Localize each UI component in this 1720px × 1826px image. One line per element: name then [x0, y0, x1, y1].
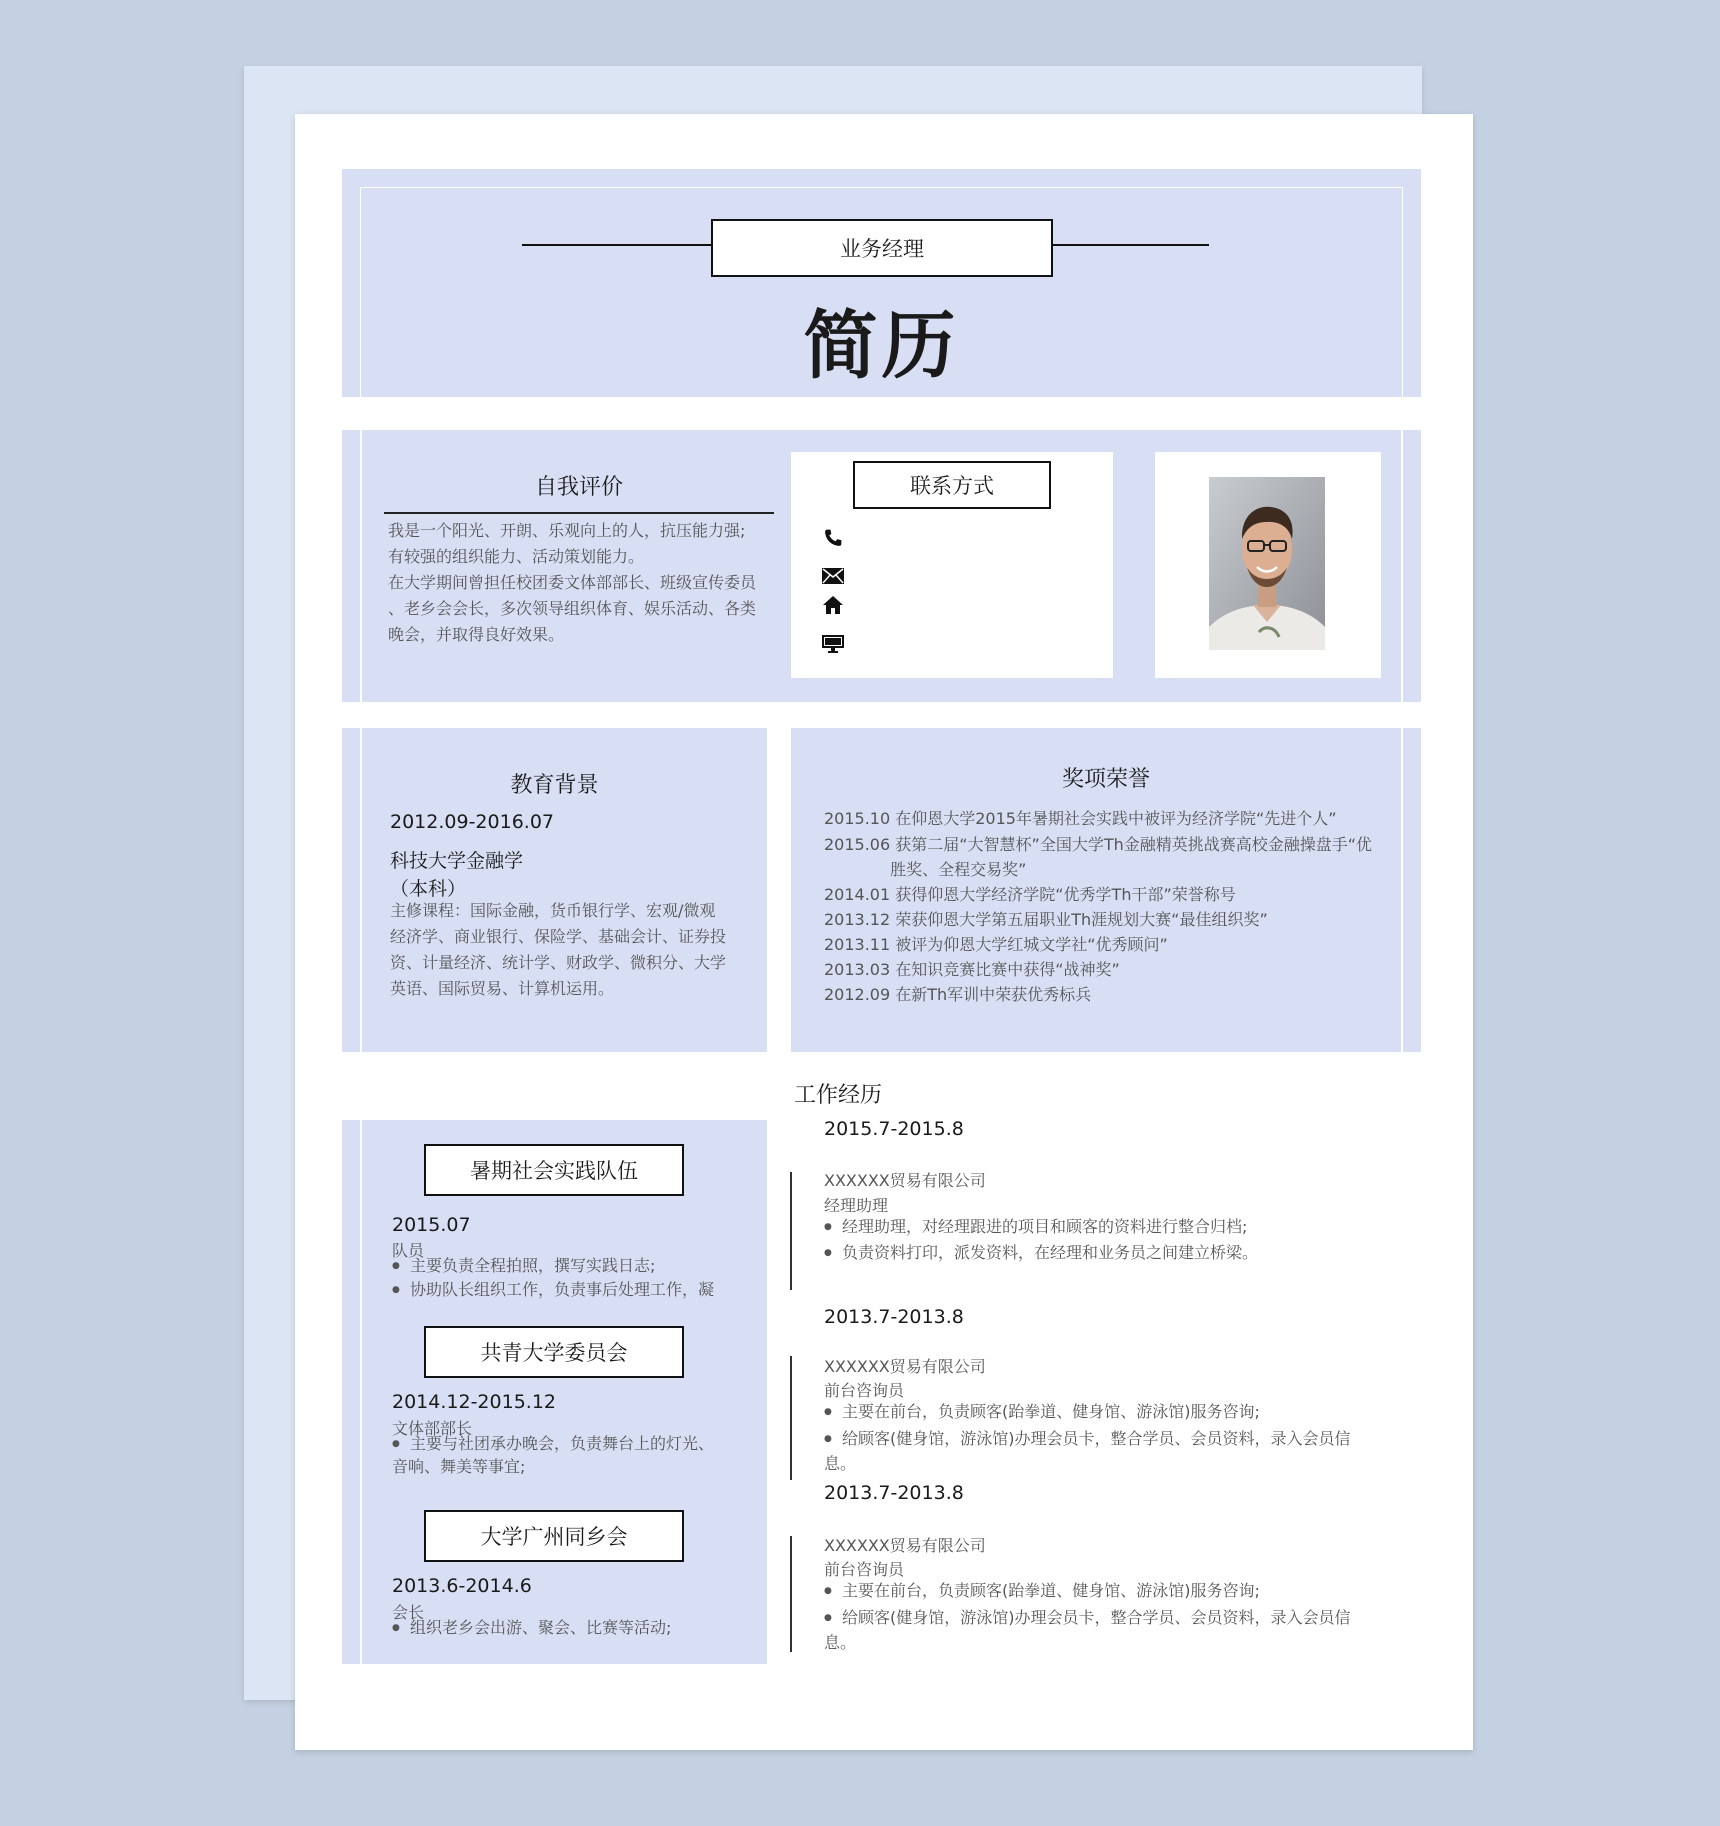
contact-card: [791, 452, 1113, 678]
award-item: 2013.12 荣获仰恩大学第五届职业Th涯规划大赛“最佳组织奖”: [824, 910, 1268, 929]
org-bullet: [392, 1256, 655, 1276]
contact-title: 联系方式: [910, 474, 994, 498]
work-bullet: [824, 1429, 1351, 1449]
education-title: 教育背景: [510, 773, 599, 798]
home-icon: [821, 595, 845, 615]
orgs-panel: [342, 1120, 767, 1664]
page-title: 简历: [803, 303, 960, 389]
work-bullet-text: 负责资料打印，派发资料，在经理和业务员之间建立桥梁。: [842, 1243, 1259, 1262]
job-title: 业务经理: [840, 237, 924, 261]
work-date: 2013.7-2013.8: [824, 1482, 964, 1504]
course-line: 英语、国际贸易、计算机运用。: [390, 979, 615, 998]
job-title-box: [711, 219, 1053, 277]
work-bullet: [824, 1402, 1260, 1422]
awards-title: 奖项荣誉: [1061, 767, 1150, 792]
org-bullet-text: 主要与社团承办晚会，负责舞台上的灯光、: [410, 1434, 715, 1453]
self-eval-title: 自我评价: [534, 475, 623, 500]
org-name-box: [424, 1510, 684, 1562]
work-bullet-text: 主要在前台，负责顾客(跆拳道、健身馆、游泳馆)服务咨询;: [842, 1402, 1260, 1421]
award-item: 2014.01 获得仰恩大学经济学院“优秀学Th干部”荣誉称号: [824, 885, 1236, 904]
education-degree: （本科）: [390, 878, 467, 900]
award-item: 2015.10 在仰恩大学2015年暑期社会实践中被评为经济学院“先进个人”: [824, 809, 1337, 828]
org-name: 暑期社会实践队伍: [470, 1159, 638, 1183]
award-item: 2013.11 被评为仰恩大学红城文学社“优秀顾问”: [824, 935, 1168, 954]
org-role: 会长: [392, 1603, 425, 1622]
contact-title-box: [853, 461, 1051, 509]
org-name: 共青大学委员会: [480, 1341, 628, 1365]
work-role: 前台咨询员: [824, 1381, 905, 1400]
work-bullet: [824, 1608, 1351, 1628]
panel-divider-left: [360, 430, 362, 702]
org-bullet-text: 协助队长组织工作，负责事后处理工作，凝: [410, 1280, 715, 1299]
award-item: 2015.06 获第二届“大智慧杯”全国大学Th金融精英挑战赛高校金融操盘手“优: [824, 835, 1373, 854]
org-bullet-continuation: 音响、舞美等事宜;: [392, 1457, 526, 1476]
self-eval-rule: [384, 512, 774, 514]
work-company: XXXXXX贸易有限公司: [824, 1171, 986, 1190]
org-bullet: [392, 1434, 714, 1454]
phone-icon: [821, 528, 845, 548]
work-company: XXXXXX贸易有限公司: [824, 1536, 986, 1555]
work-bullet-text: 主要在前台，负责顾客(跆拳道、健身馆、游泳馆)服务咨询;: [842, 1581, 1260, 1600]
education-panel: [342, 728, 767, 1052]
work-role: 经理助理: [824, 1196, 889, 1215]
self-eval-text: [388, 518, 768, 648]
work-bullet-text: 经理助理，对经理跟进的项目和顾客的资料进行整合归档;: [842, 1217, 1248, 1236]
org-date: 2014.12-2015.12: [392, 1391, 556, 1413]
work-bullet-continuation: 息。: [824, 1633, 857, 1652]
profile-panel: [342, 430, 1421, 702]
org-name: 大学广州同乡会: [480, 1525, 628, 1549]
photo-card: [1155, 452, 1381, 678]
org-bullet: [392, 1618, 671, 1638]
self-eval-line: 我是一个阳光、开朗、乐观向上的人，抗压能力强;: [388, 521, 746, 540]
panel-divider-right: [1401, 430, 1403, 702]
avatar: [1209, 477, 1325, 650]
work-timeline-bar: [790, 1172, 792, 1290]
award-item: 2012.09 在新Th军训中荣获优秀标兵: [824, 985, 1092, 1004]
work-timeline-bar: [790, 1356, 792, 1480]
self-eval-line: 有较强的组织能力、活动策划能力。: [388, 547, 645, 566]
header-rule-left: [522, 244, 712, 246]
self-eval-line: 在大学期间曾担任校团委文体部部长、班级宣传委员: [388, 573, 757, 592]
work-bullet: [824, 1217, 1247, 1237]
education-courses: [390, 898, 750, 1002]
org-date: 2015.07: [392, 1214, 471, 1236]
org-bullet: [392, 1280, 714, 1300]
work-title: 工作经历: [794, 1083, 883, 1108]
panel-divider-left: [360, 1120, 362, 1664]
org-bullet-text: 主要负责全程拍照，撰写实践日志;: [410, 1256, 656, 1275]
work-date: 2015.7-2015.8: [824, 1118, 964, 1140]
work-bullet-continuation: 息。: [824, 1454, 857, 1473]
work-bullet-text: 给顾客(健身馆，游泳馆)办理会员卡，整合学员、会员资料，录入会员信: [842, 1608, 1351, 1627]
course-line: 经济学、商业银行、保险学、基础会计、证券投: [390, 927, 727, 946]
header-rule-right: [1052, 244, 1209, 246]
self-eval-line: 、老乡会会长，多次领导组织体育、娱乐活动、各类: [388, 599, 757, 618]
org-bullet-text: 组织老乡会出游、聚会、比赛等活动;: [410, 1618, 672, 1637]
work-bullet: [824, 1581, 1260, 1601]
course-line: 资、计量经济、统计学、财政学、微积分、大学: [390, 953, 727, 972]
work-timeline-bar: [790, 1536, 792, 1652]
award-item: 2013.03 在知识竞赛比赛中获得“战神奖”: [824, 960, 1120, 979]
org-date: 2013.6-2014.6: [392, 1575, 532, 1597]
org-name-box: [424, 1326, 684, 1378]
org-role: 队员: [392, 1241, 425, 1260]
self-eval-line: 晚会，并取得良好效果。: [388, 625, 565, 644]
work-company: XXXXXX贸易有限公司: [824, 1357, 986, 1376]
course-line: 主修课程：国际金融，货币银行学、宏观/微观: [390, 901, 716, 920]
resume-sheet: [295, 114, 1473, 1750]
mail-icon: [821, 566, 845, 586]
header-panel: [342, 169, 1421, 397]
work-role: 前台咨询员: [824, 1560, 905, 1579]
monitor-icon: [821, 634, 845, 654]
education-school: 科技大学金融学: [390, 850, 524, 872]
awards-panel: [791, 728, 1421, 1052]
work-date: 2013.7-2013.8: [824, 1306, 964, 1328]
work-bullet-text: 给顾客(健身馆，游泳馆)办理会员卡，整合学员、会员资料，录入会员信: [842, 1429, 1351, 1448]
award-item: 胜奖、全程交易奖”: [824, 860, 1027, 879]
org-role: 文体部部长: [392, 1419, 473, 1438]
org-name-box: [424, 1144, 684, 1196]
profile-photo: [1209, 477, 1325, 650]
education-period: 2012.09-2016.07: [390, 811, 554, 833]
work-bullet: [824, 1243, 1258, 1263]
